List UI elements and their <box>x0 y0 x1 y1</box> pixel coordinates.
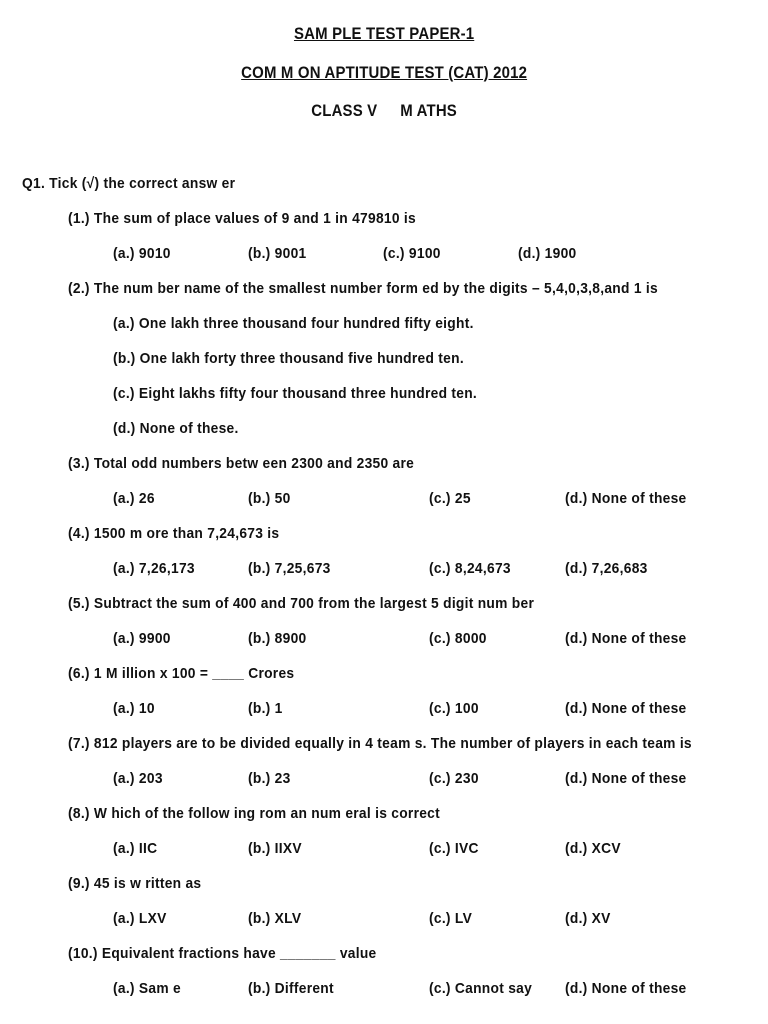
option-c: (c.) 8,24,673 <box>429 560 511 577</box>
class-label: CLASS V <box>311 101 378 120</box>
option-a: (a.) 7,26,173 <box>113 560 195 577</box>
question-text: (6.) 1 M illion x 100 = ____ Crores <box>68 665 295 682</box>
option-b: (b.) 50 <box>248 490 291 507</box>
option-a: (a.) LXV <box>113 910 167 927</box>
option-d: (d.) None of these <box>565 700 687 717</box>
option-a: (a.) 26 <box>113 490 155 507</box>
option-b: (b.) 1 <box>248 700 283 717</box>
option-c: (c.) IVC <box>429 840 479 857</box>
option-c: (c.) 230 <box>429 770 479 787</box>
q1-heading: Q1. Tick (√) the correct answ er <box>22 175 236 192</box>
question-text: (9.) 45 is w ritten as <box>68 875 202 892</box>
option-d: (d.) 1900 <box>518 245 577 262</box>
option-b: (b.) 7,25,673 <box>248 560 331 577</box>
question-text: (2.) The num ber name of the smallest number form ed by the digits – 5,4,0,3,8,and 1 is <box>68 280 658 297</box>
option-a: (a.) IIC <box>113 840 158 857</box>
question-text: (7.) 812 players are to be divided equally in 4 team s. The number of players in each team is <box>68 735 692 752</box>
option-b: (b.) 8900 <box>248 630 307 647</box>
option-b: (b.) XLV <box>248 910 302 927</box>
option-d: (d.) XCV <box>565 840 621 857</box>
option-d: (d.) None of these <box>565 630 687 647</box>
option-d: (d.) None of these. <box>113 420 239 437</box>
option-a: (a.) 10 <box>113 700 155 717</box>
question-text: (4.) 1500 m ore than 7,24,673 is <box>68 525 280 542</box>
option-a: (a.) 9900 <box>113 630 171 647</box>
option-c: (c.) 25 <box>429 490 471 507</box>
option-a: (a.) 9010 <box>113 245 171 262</box>
option-d: (d.) None of these <box>565 980 687 997</box>
question-text: (8.) W hich of the follow ing rom an num eral is correct <box>68 805 440 822</box>
paper-title: SAM PLE TEST PAPER-1 <box>293 24 475 43</box>
question-text: (5.) Subtract the sum of 400 and 700 from the largest 5 digit num ber <box>68 595 535 612</box>
option-a: (a.) One lakh three thousand four hundred fifty eight. <box>113 315 474 332</box>
exam-title: COM M ON APTITUDE TEST (CAT) 2012 <box>241 63 528 82</box>
option-b: (b.) IIXV <box>248 840 302 857</box>
option-d: (d.) XV <box>565 910 611 927</box>
option-d: (d.) None of these <box>565 770 687 787</box>
class-subject-line <box>46 101 722 121</box>
option-c: (c.) 9100 <box>383 245 441 262</box>
option-c: (c.) 100 <box>429 700 479 717</box>
option-b: (b.) Different <box>248 980 334 997</box>
question-text: (1.) The sum of place values of 9 and 1 in 479810 is <box>68 210 416 227</box>
subject-label: M ATHS <box>400 101 457 120</box>
option-c: (c.) 8000 <box>429 630 487 647</box>
option-c: (c.) Cannot say <box>429 980 533 997</box>
option-a: (a.) Sam e <box>113 980 181 997</box>
option-a: (a.) 203 <box>113 770 163 787</box>
option-c: (c.) Eight lakhs fifty four thousand three hundred ten. <box>113 385 478 402</box>
option-d: (d.) None of these <box>565 490 687 507</box>
option-b: (b.) One lakh forty three thousand five hundred ten. <box>113 350 464 367</box>
question-text: (10.) Equivalent fractions have _______ value <box>68 945 377 962</box>
option-b: (b.) 23 <box>248 770 291 787</box>
option-b: (b.) 9001 <box>248 245 307 262</box>
option-c: (c.) LV <box>429 910 473 927</box>
question-text: (3.) Total odd numbers betw een 2300 and 2350 are <box>68 455 415 472</box>
option-d: (d.) 7,26,683 <box>565 560 648 577</box>
